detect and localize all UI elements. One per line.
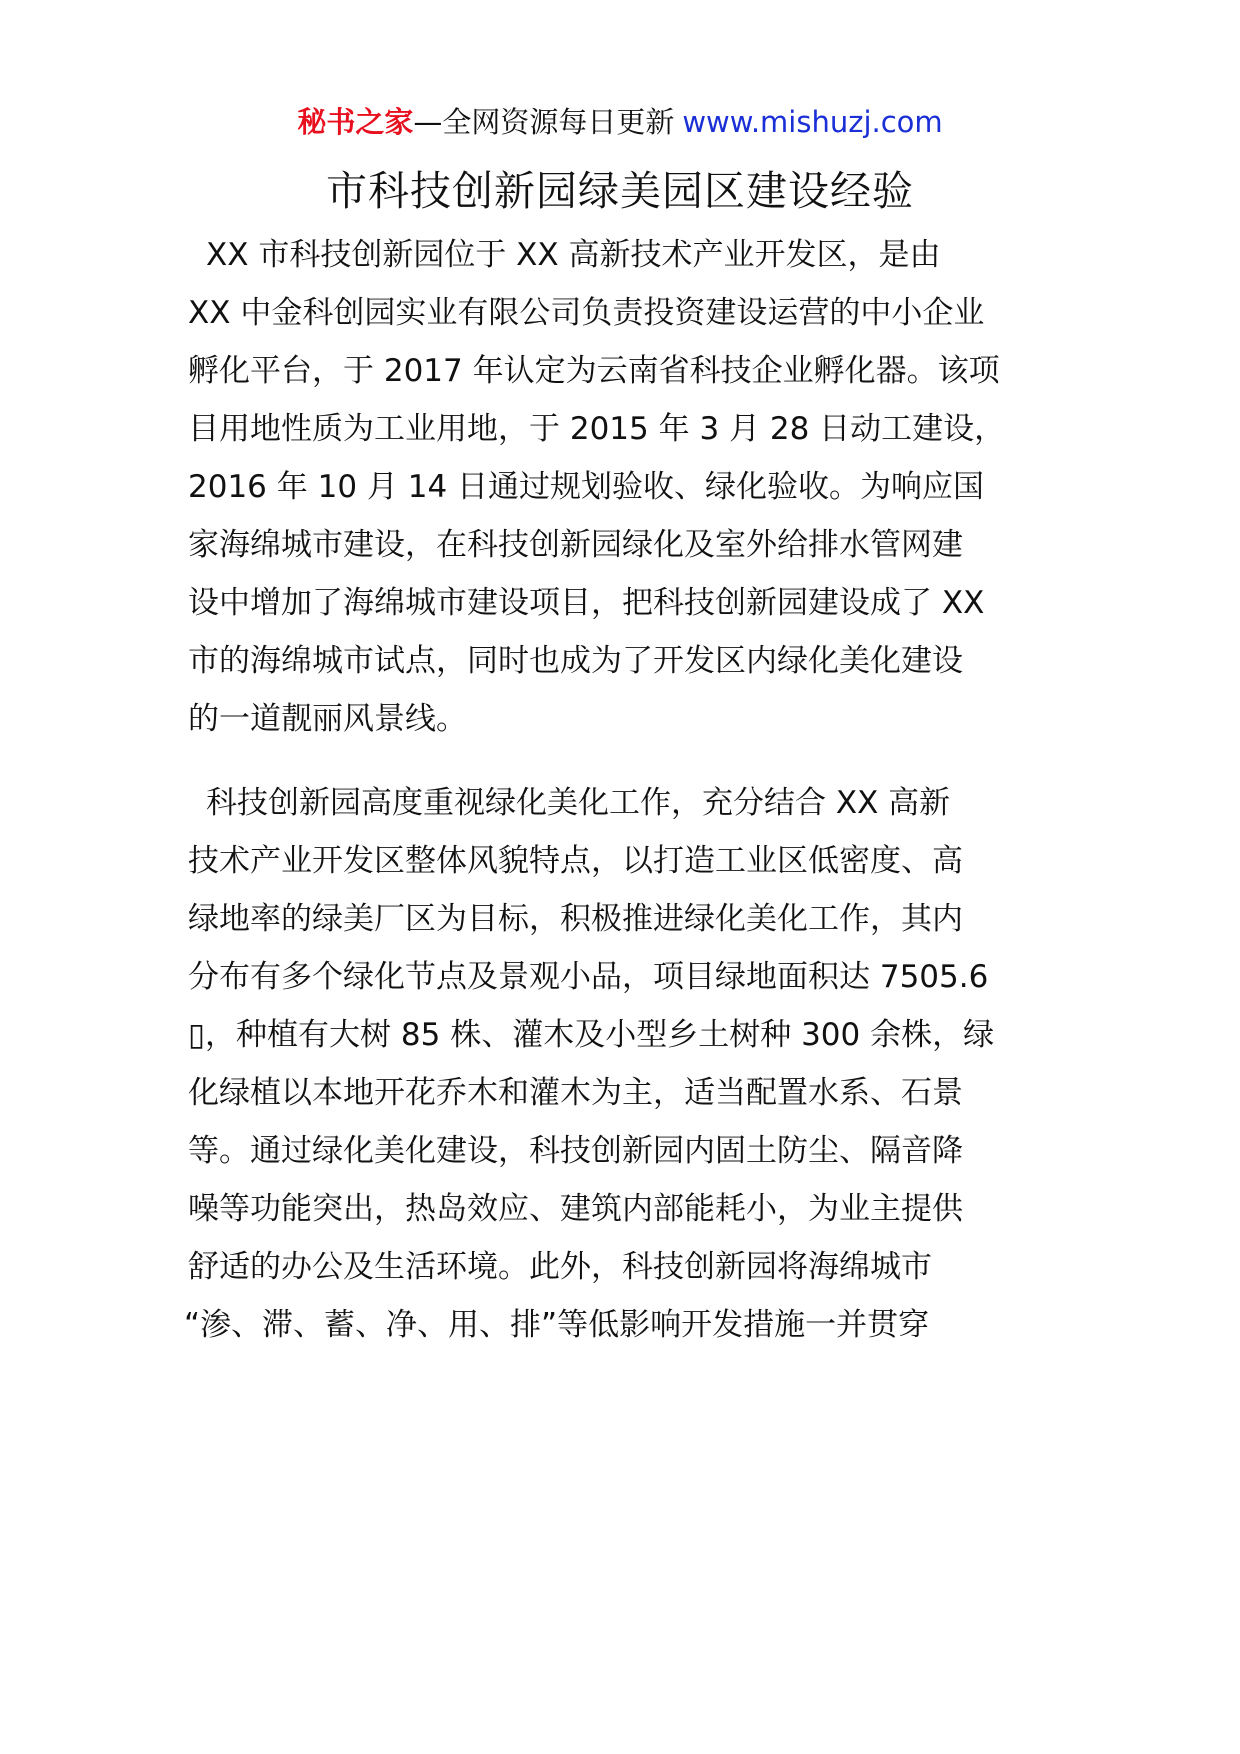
paragraph-line: 家海绵城市建设，在科技创新园绿化及室外给排水管网建 (188, 527, 963, 563)
document-title: 市科技创新园绿美园区建设经验 (326, 167, 914, 215)
paragraph-line: 技术产业开发区整体风貌特点，以打造工业区低密度、高 (188, 843, 963, 879)
paragraph-line: 噪等功能突出，热岛效应、建筑内部能耗小，为业主提供 (188, 1191, 963, 1227)
paragraph-line: 舒适的办公及生活环境。此外，科技创新园将海绵城市 (188, 1249, 932, 1285)
paragraph-line: 目用地性质为工业用地，于 2015 年 3 月 28 日动工建设， (188, 411, 1006, 447)
paragraph-line: ▯，种植有大树 85 株、灌木及小型乡土树种 300 余株，绿 (188, 1017, 995, 1053)
paragraph-line: 化绿植以本地开花乔木和灌木为主，适当配置水系、石景 (188, 1075, 963, 1111)
brand-name: 秘书之家 (297, 105, 414, 139)
paragraph-line: 的一道靓丽风景线。 (188, 701, 467, 737)
paragraph-line: “渗、滞、蓄、净、用、排”等低影响开发措施一并贯穿 (184, 1307, 930, 1343)
paragraph-line: 等。通过绿化美化建设，科技创新园内固土防尘、隔音降 (188, 1133, 963, 1169)
paragraph-line: 孵化平台，于 2017 年认定为云南省科技企业孵化器。该项 (188, 353, 1000, 389)
paragraph-line: 绿地率的绿美厂区为目标，积极推进绿化美化工作，其内 (188, 901, 963, 937)
paragraph-line: XX 中金科创园实业有限公司负责投资建设运营的中小企业 (188, 295, 985, 331)
brand-slogan: —全网资源每日更新 (413, 105, 675, 139)
site-header (0, 102, 1240, 142)
paragraph-line: XX 市科技创新园位于 XX 高新技术产业开发区，是由 (206, 237, 941, 273)
paragraph-line: 科技创新园高度重视绿化美化工作，充分结合 XX 高新 (206, 785, 951, 821)
paragraph-line: 设中增加了海绵城市建设项目，把科技创新园建设成了 XX (188, 585, 985, 621)
paragraph-line: 市的海绵城市试点，同时也成为了开发区内绿化美化建设 (188, 643, 963, 679)
site-url[interactable]: www.mishuzj.com (682, 105, 943, 139)
paragraph-line: 分布有多个绿化节点及景观小品，项目绿地面积达 7505.6 (188, 959, 989, 995)
paragraph-line: 2016 年 10 月 14 日通过规划验收、绿化验收。为响应国 (188, 469, 985, 505)
